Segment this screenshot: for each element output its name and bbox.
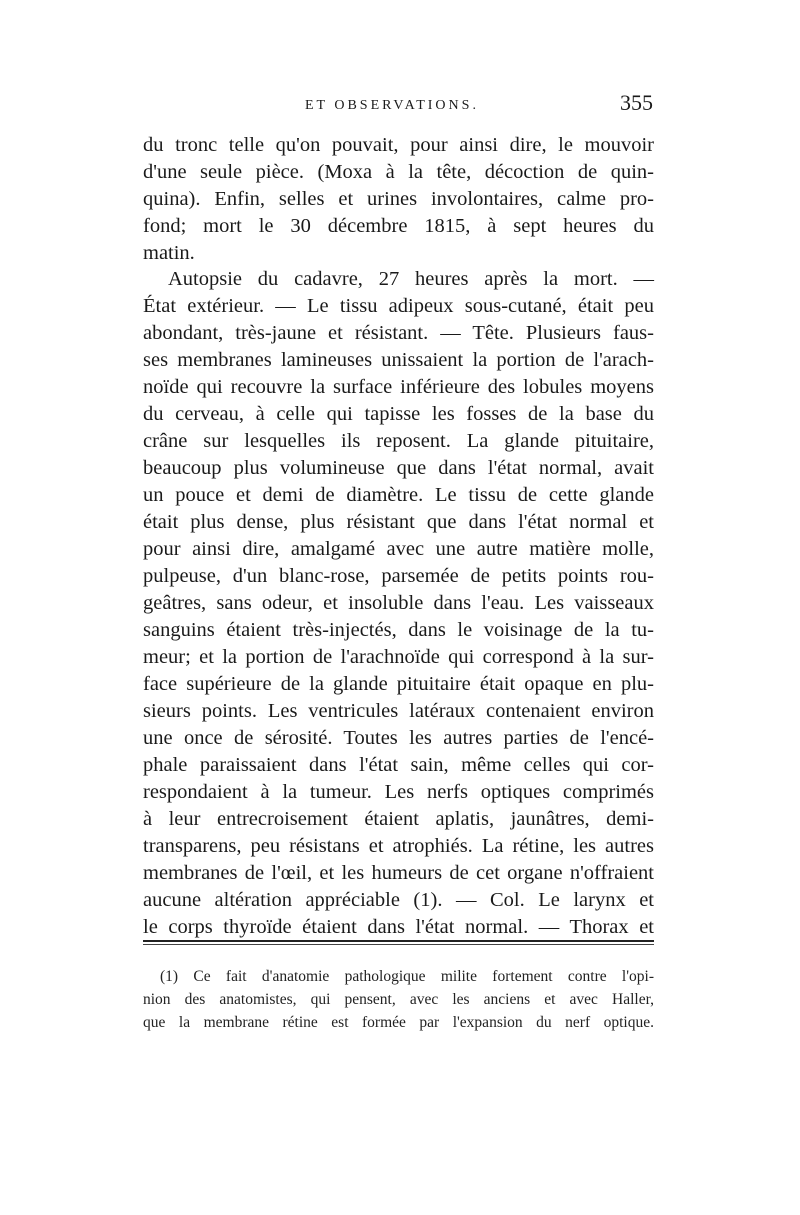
text-line: à leur entrecroisement étaient aplatis, jaunâtres, demi- [143, 808, 654, 830]
text-line: du cerveau, à celle qui tapisse les fosses de la base du [143, 403, 654, 425]
text-line: respondaient à la tumeur. Les nerfs optiques comprimés [143, 781, 654, 803]
text-line: transparens, peu résistans et atrophiés. La rétine, les autres [143, 835, 654, 857]
text-line: crâne sur lesquelles ils reposent. La glande pituitaire, [143, 430, 654, 452]
text-line: aucune altération appréciable (1). — Col. Le larynx et [143, 889, 654, 911]
footnote-rule-thin [143, 944, 654, 945]
text-line: État extérieur. — Le tissu adipeux sous-cutané, était peu [143, 295, 654, 317]
footnote-rule [143, 940, 654, 942]
text-line: le corps thyroïde étaient dans l'état normal. — Thorax et [143, 916, 654, 938]
page-number: 355 [620, 90, 653, 115]
text-line: sanguins étaient très-injectés, dans le voisinage de la tu- [143, 619, 654, 641]
text-line: d'une seule pièce. (Moxa à la tête, décoction de quin- [143, 161, 654, 183]
text-line: du tronc telle qu'on pouvait, pour ainsi dire, le mouvoir [143, 134, 654, 156]
footnote-line: (1) Ce fait d'anatomie pathologique milite fortement contre l'opi- [160, 968, 654, 985]
text-line: ses membranes lamineuses unissaient la portion de l'arach- [143, 349, 654, 371]
footnote-line: nion des anatomistes, qui pensent, avec les anciens et avec Haller, [143, 991, 654, 1008]
text-line: pulpeuse, d'un blanc-rose, parsemée de petits points rou- [143, 565, 654, 587]
text-line: noïde qui recouvre la surface inférieure des lobules moyens [143, 376, 654, 398]
text-line: un pouce et demi de diamètre. Le tissu de cette glande [143, 484, 654, 506]
text-line: était plus dense, plus résistant que dans l'état normal et [143, 511, 654, 533]
text-line: pour ainsi dire, amalgamé avec une autre matière molle, [143, 538, 654, 560]
text-line: fond; mort le 30 décembre 1815, à sept heures du [143, 215, 654, 237]
running-head [145, 92, 655, 120]
text-line: beaucoup plus volumineuse que dans l'état normal, avait [143, 457, 654, 479]
footnote-line: que la membrane rétine est formée par l'expansion du nerf optique. [143, 1014, 654, 1031]
text-line: membranes de l'œil, et les humeurs de cet organe n'offraient [143, 862, 654, 884]
text-line: abondant, très-jaune et résistant. — Tête. Plusieurs faus- [143, 322, 654, 344]
text-line: quina). Enfin, selles et urines involontaires, calme pro- [143, 188, 654, 210]
text-line: meur; et la portion de l'arachnoïde qui correspond à la sur- [143, 646, 654, 668]
running-title: ET OBSERVATIONS. [305, 98, 479, 113]
text-line: sieurs points. Les ventricules latéraux contenaient environ [143, 700, 654, 722]
text-line: phale paraissaient dans l'état sain, même celles qui cor- [143, 754, 654, 776]
text-line: Autopsie du cadavre, 27 heures après la mort. — [168, 268, 654, 290]
text-line: matin. [143, 242, 195, 264]
text-line: une once de sérosité. Toutes les autres parties de l'encé- [143, 727, 654, 749]
text-line: face supérieure de la glande pituitaire était opaque en plu- [143, 673, 654, 695]
text-line: geâtres, sans odeur, et insoluble dans l'eau. Les vaisseaux [143, 592, 654, 614]
